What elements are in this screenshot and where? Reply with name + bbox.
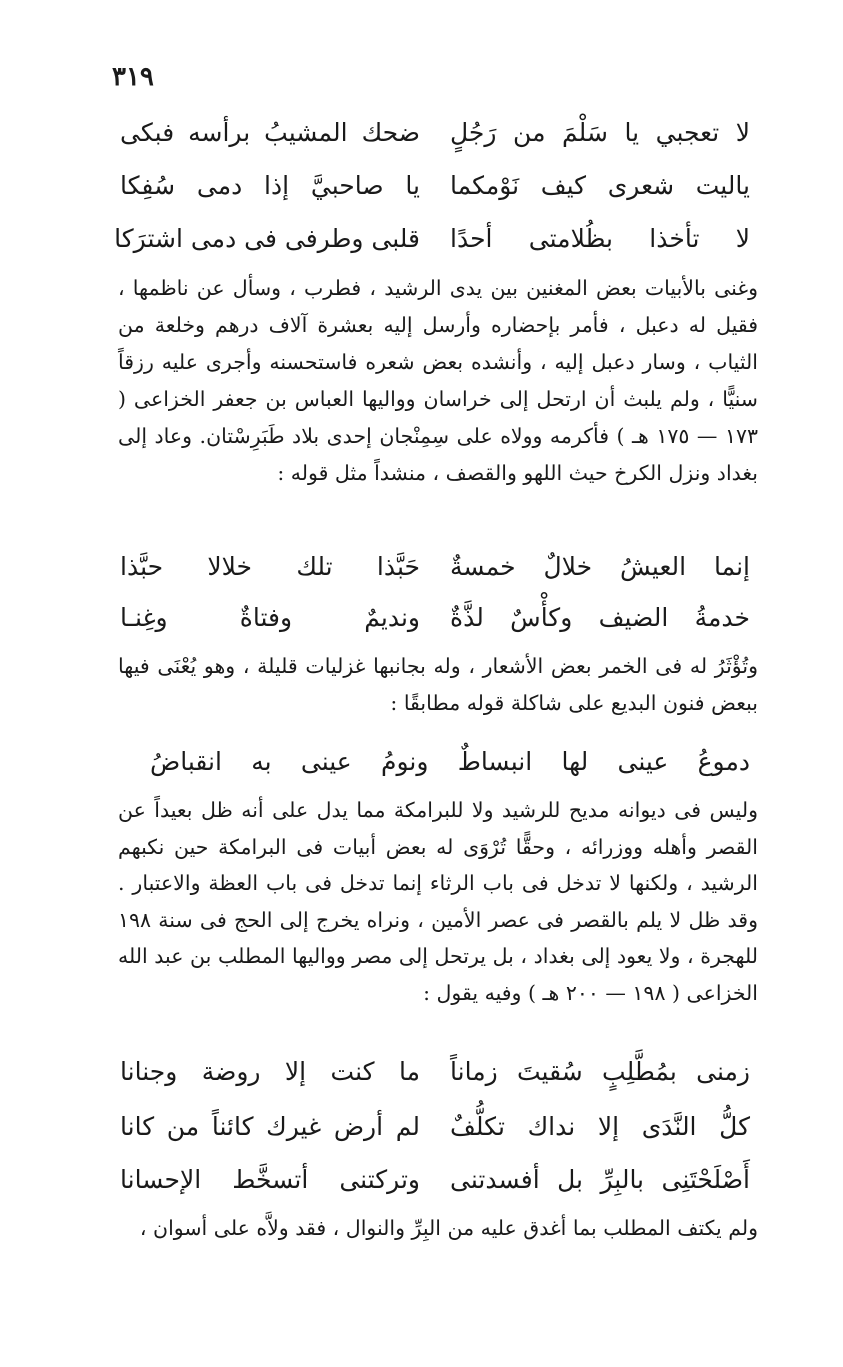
verse-first-hemistich: كلُّ النَّدَى إلا نداك تكلُّفٌ [450, 1112, 750, 1141]
verse-second-hemistich: ما كنت إلا روضة وجنانا [120, 1057, 420, 1086]
verse-line: دموعُ عينى لها انبساطٌ ونومُ عينى به انقباضُ [150, 747, 750, 776]
body-paragraph: وليس فى ديوانه مديح للرشيد ولا للبرامكة مما يدل على أنه ظل بعيداً عن القصر وأهله ووزرائه ، وحقًّا تُرْوَى له بعض أبيات فى البرامكة حين نكبهم الرشيد ، ولكنها لا تدخل فى باب الرثاء إنما تدخل فى باب العظة والاعتبار . وقد ظل لا يلم بالقصر فى عصر الأمين ، ونراه يخرج إلى الحج فى سنة ١٩٨ للهجرة ، ولا يعود إلى بغداد ، بل يرتحل إلى مصر وواليها المطلب بن عبد الله الخزاعى ( ١٩٨ — ٢٠٠ هـ ) وفيه يقول : [118, 798, 758, 1005]
verse-first-hemistich: ياليت شعرى كيف نَوْمكما [450, 171, 750, 200]
verse-line [120, 547, 750, 587]
verse-second-hemistich: يا صاحبيَّ إذا دمى سُفِكا [120, 171, 420, 200]
body-paragraph: ولم يكتف المطلب بما أغدق عليه من البِرِّ والنوال ، فقد ولاَّه على أسوان ، [139, 1216, 758, 1240]
verse-second-hemistich: ضحك المشيبُ برأسه فبكى [120, 118, 420, 147]
verse-first-hemistich: زمنى بمُطَّلِبٍ سُقيتَ زماناً [450, 1057, 750, 1086]
verse-line [120, 113, 750, 153]
verse-first-hemistich: لا تأخذا بظُلامتى أحدًا [450, 224, 750, 253]
verse-first-hemistich: خدمةُ الضيف وكأْسٌ لذَّةٌ [450, 603, 750, 632]
verse-first-hemistich: لا تعجبي يا سَلْمَ من رَجُلٍ [450, 118, 750, 147]
verse-second-hemistich: وتركتنى أتسخَّط الإحسانا [120, 1165, 420, 1194]
verse-line [120, 598, 750, 638]
verse-line [114, 219, 750, 259]
body-paragraph: وغنى بالأبيات بعض المغنين بين يدى الرشيد ، فطرب ، وسأل عن ناظمها ، فقيل له دعبل ، فأمر بإحضاره وأرسل إليه بعشرة آلاف درهم وخلعة من الثياب ، وسار دعبل إليه ، وأنشده بعض شعره فاستحسنه وأجرى عليه رزقاً سنيًّا ، ولم يلبث أن ارتحل إلى خراسان وواليها العباس بن جعفر الخزاعى ( ١٧٣ — ١٧٥ هـ ) فأكرمه وولاه على سِمِنْجان إحدى بلاد طَبَرِسْتان. وعاد إلى بغداد ونزل الكرخ حيث اللهو والقصف ، منشداً مثل قوله : [118, 276, 758, 485]
verse-line [120, 1107, 750, 1147]
verse-first-hemistich: أَصْلَحْتَنِى بالبِرِّ بل أفسدتنى [450, 1165, 750, 1194]
page-number: ٣١٩ [112, 62, 154, 92]
verse-second-hemistich: حَبَّذا تلك خلالا حبَّذا [120, 552, 420, 581]
verse-line [120, 1052, 750, 1092]
verse-first-hemistich: إنما العيشُ خلالٌ خمسةٌ [450, 552, 750, 581]
verse-second-hemistich: لم أرض غيرك كائناً من كانا [120, 1112, 420, 1141]
verse-second-hemistich: ونديمٌ وفتاةٌ وغِنـا [120, 603, 420, 632]
verse-line [120, 1160, 750, 1200]
body-paragraph: وتُؤْثَرُ له فى الخمر بعض الأشعار ، وله بجانبها غزليات قليلة ، وهو يُعْنَى فيها ببعض فنون البديع على شاكلة قوله مطابقًا : [118, 654, 758, 715]
verse-line [120, 166, 750, 206]
verse-second-hemistich: قلبى وطرفى فى دمى اشترَكا [114, 224, 420, 253]
